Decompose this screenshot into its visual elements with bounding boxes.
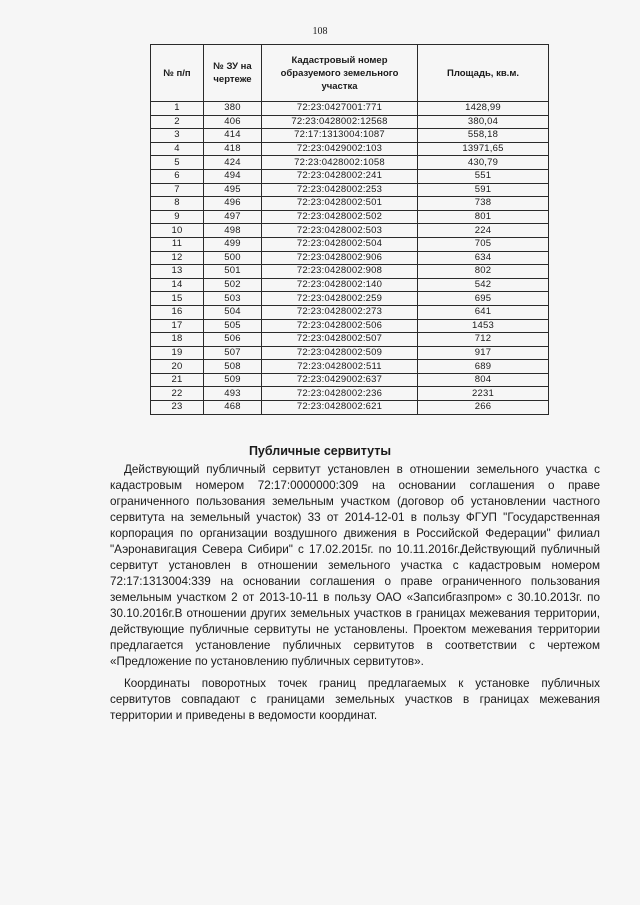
cell-cadastral-number: 72:23:0428002:273 xyxy=(262,305,418,319)
page-number: 108 xyxy=(312,26,328,37)
cell-index: 13 xyxy=(151,265,204,279)
cell-area: 641 xyxy=(418,305,549,319)
cell-plot-number: 502 xyxy=(204,278,262,292)
cell-index: 20 xyxy=(151,360,204,374)
cell-index: 18 xyxy=(151,333,204,347)
cell-index: 17 xyxy=(151,319,204,333)
table-row xyxy=(151,210,549,224)
cell-index: 4 xyxy=(151,142,204,156)
table-row xyxy=(151,360,549,374)
cell-area: 802 xyxy=(418,265,549,279)
cell-index: 12 xyxy=(151,251,204,265)
cell-index: 1 xyxy=(151,102,204,116)
table-row xyxy=(151,224,549,238)
cell-area: 1428,99 xyxy=(418,102,549,116)
cell-plot-number: 380 xyxy=(204,102,262,116)
cell-plot-number: 494 xyxy=(204,169,262,183)
table-row xyxy=(151,401,549,415)
header-index: № п/п xyxy=(151,45,204,102)
cell-cadastral-number: 72:23:0427001:771 xyxy=(262,102,418,116)
land-plots-table xyxy=(150,44,549,415)
table-row xyxy=(151,142,549,156)
table-row xyxy=(151,333,549,347)
table-row xyxy=(151,156,549,170)
cell-cadastral-number: 72:23:0428002:511 xyxy=(262,360,418,374)
header-area: Площадь, кв.м. xyxy=(418,45,549,102)
cell-area: 917 xyxy=(418,346,549,360)
cell-cadastral-number: 72:23:0428002:259 xyxy=(262,292,418,306)
cell-cadastral-number: 72:23:0428002:236 xyxy=(262,387,418,401)
table-row xyxy=(151,387,549,401)
section-title: Публичные сервитуты xyxy=(248,444,392,458)
cell-cadastral-number: 72:23:0428002:506 xyxy=(262,319,418,333)
table-row xyxy=(151,278,549,292)
table-row xyxy=(151,319,549,333)
cell-area: 705 xyxy=(418,237,549,251)
cell-area: 224 xyxy=(418,224,549,238)
cell-cadastral-number: 72:23:0429002:637 xyxy=(262,373,418,387)
cell-plot-number: 507 xyxy=(204,346,262,360)
cell-cadastral-number: 72:23:0428002:906 xyxy=(262,251,418,265)
cell-area: 695 xyxy=(418,292,549,306)
table-header-row xyxy=(151,45,549,102)
cell-index: 15 xyxy=(151,292,204,306)
cell-index: 11 xyxy=(151,237,204,251)
cell-plot-number: 418 xyxy=(204,142,262,156)
cell-cadastral-number: 72:23:0428002:908 xyxy=(262,265,418,279)
cell-index: 3 xyxy=(151,129,204,143)
cell-plot-number: 493 xyxy=(204,387,262,401)
cell-area: 13971,65 xyxy=(418,142,549,156)
header-cadastral-number: Кадастровый номер образуемого земельного участка xyxy=(262,45,418,102)
cell-area: 542 xyxy=(418,278,549,292)
table-row xyxy=(151,265,549,279)
body-text xyxy=(110,462,600,724)
cell-area: 804 xyxy=(418,373,549,387)
cell-plot-number: 506 xyxy=(204,333,262,347)
cell-plot-number: 503 xyxy=(204,292,262,306)
cell-cadastral-number: 72:23:0428002:502 xyxy=(262,210,418,224)
cell-plot-number: 509 xyxy=(204,373,262,387)
cell-area: 430,79 xyxy=(418,156,549,170)
table-row xyxy=(151,102,549,116)
cell-cadastral-number: 72:23:0428002:503 xyxy=(262,224,418,238)
cell-plot-number: 495 xyxy=(204,183,262,197)
cell-area: 1453 xyxy=(418,319,549,333)
table-row xyxy=(151,292,549,306)
cell-index: 5 xyxy=(151,156,204,170)
cell-plot-number: 414 xyxy=(204,129,262,143)
cell-cadastral-number: 72:23:0428002:509 xyxy=(262,346,418,360)
cell-cadastral-number: 72:23:0428002:501 xyxy=(262,197,418,211)
cell-plot-number: 500 xyxy=(204,251,262,265)
cell-plot-number: 505 xyxy=(204,319,262,333)
cell-plot-number: 508 xyxy=(204,360,262,374)
header-plot-number: № ЗУ на чертеже xyxy=(204,45,262,102)
table-row xyxy=(151,346,549,360)
table-row xyxy=(151,305,549,319)
table-row xyxy=(151,183,549,197)
cell-area: 801 xyxy=(418,210,549,224)
cell-index: 16 xyxy=(151,305,204,319)
cell-cadastral-number: 72:23:0428002:504 xyxy=(262,237,418,251)
cell-cadastral-number: 72:23:0428002:253 xyxy=(262,183,418,197)
table-row xyxy=(151,115,549,129)
cell-index: 10 xyxy=(151,224,204,238)
cell-area: 712 xyxy=(418,333,549,347)
cell-area: 380,04 xyxy=(418,115,549,129)
cell-index: 22 xyxy=(151,387,204,401)
table-row xyxy=(151,197,549,211)
cell-index: 19 xyxy=(151,346,204,360)
cell-cadastral-number: 72:17:1313004:1087 xyxy=(262,129,418,143)
cell-plot-number: 496 xyxy=(204,197,262,211)
table-row xyxy=(151,373,549,387)
table-body xyxy=(151,102,549,415)
cell-cadastral-number: 72:23:0429002:103 xyxy=(262,142,418,156)
cell-plot-number: 424 xyxy=(204,156,262,170)
cell-index: 7 xyxy=(151,183,204,197)
cell-index: 9 xyxy=(151,210,204,224)
cell-area: 551 xyxy=(418,169,549,183)
cell-cadastral-number: 72:23:0428002:140 xyxy=(262,278,418,292)
cell-area: 634 xyxy=(418,251,549,265)
paragraph-servitudes: Действующий публичный сервитут установлен в отношении земельного участка с кадастровым номером 72:17:0000000:309 на основании соглашения о праве ограниченного пользования земельным участком (договор об установлении частного сервитута на земельный участок) 33 от 2014-12-01 в пользу ФГУП "Государственная корпорация по организации воздушного движения в Российской Федерации" филиал "Аэронавигация Севера Сибири" с 17.02.2015г. по 10.11.2016г.Действующий публичный сервитут установлен в отношении земельного участка с кадастровым номером 72:17:1313004:339 на основании соглашения о праве ограниченного пользования земельным участком 2 от 2013-10-11 в пользу ОАО «Запсибгазпром» с 30.10.2013г. по 30.10.2016г.В отношении других земельных участков в границах межевания территории, действующие публичные сервитуты не установлены. Проектом межевания территории предлагается установление публичных сервитутов в соответствии с чертежом «Предложение по установлению публичных сервитутов». xyxy=(110,463,600,668)
cell-plot-number: 499 xyxy=(204,237,262,251)
cell-cadastral-number: 72:23:0428002:241 xyxy=(262,169,418,183)
table-row xyxy=(151,129,549,143)
table-row xyxy=(151,169,549,183)
cell-plot-number: 504 xyxy=(204,305,262,319)
cell-area: 558,18 xyxy=(418,129,549,143)
cell-index: 8 xyxy=(151,197,204,211)
cell-area: 2231 xyxy=(418,387,549,401)
cell-cadastral-number: 72:23:0428002:1058 xyxy=(262,156,418,170)
cell-plot-number: 468 xyxy=(204,401,262,415)
cell-index: 6 xyxy=(151,169,204,183)
cell-index: 14 xyxy=(151,278,204,292)
cell-index: 21 xyxy=(151,373,204,387)
cell-index: 23 xyxy=(151,401,204,415)
cell-cadastral-number: 72:23:0428002:507 xyxy=(262,333,418,347)
cell-cadastral-number: 72:23:0428002:621 xyxy=(262,401,418,415)
table-row xyxy=(151,237,549,251)
cell-area: 738 xyxy=(418,197,549,211)
paragraph-coordinates: Координаты поворотных точек границ предлагаемых к установке публичных сервитутов совпадают с границами земельных участков в границах межевания территории и приведены в ведомости координат. xyxy=(110,677,600,722)
cell-plot-number: 497 xyxy=(204,210,262,224)
cell-plot-number: 501 xyxy=(204,265,262,279)
cell-area: 591 xyxy=(418,183,549,197)
cell-plot-number: 498 xyxy=(204,224,262,238)
table-row xyxy=(151,251,549,265)
cell-area: 266 xyxy=(418,401,549,415)
cell-area: 689 xyxy=(418,360,549,374)
cell-cadastral-number: 72:23:0428002:12568 xyxy=(262,115,418,129)
cell-plot-number: 406 xyxy=(204,115,262,129)
cell-index: 2 xyxy=(151,115,204,129)
